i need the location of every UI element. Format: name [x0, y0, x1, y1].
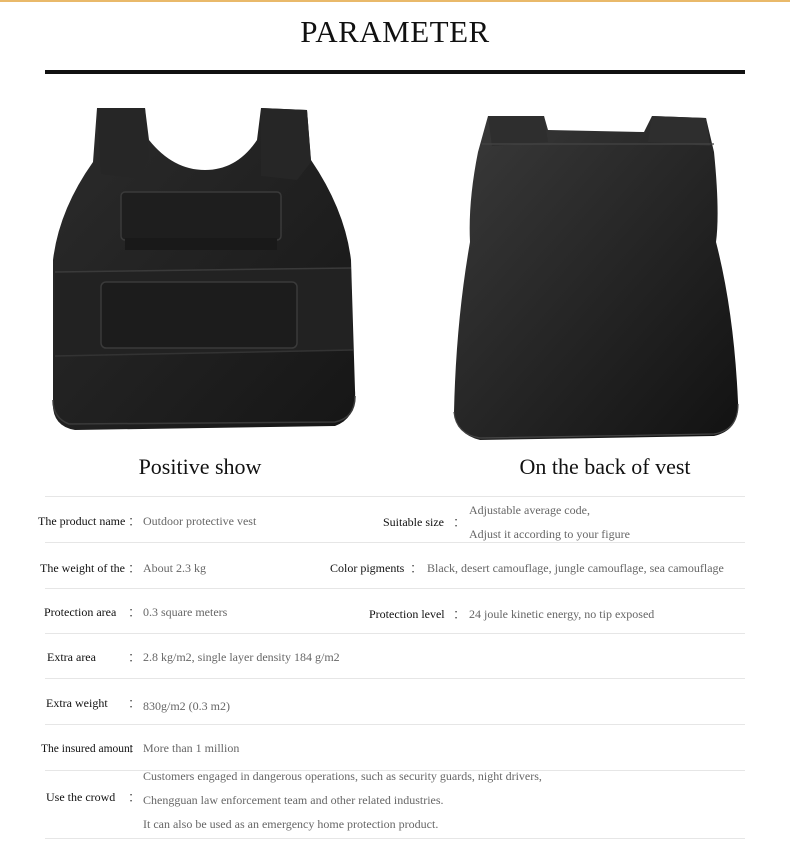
color-pigments-value: Black, desert camouflage, jungle camouflage, sea camouflage [427, 561, 724, 575]
weight-label: The weight of the [40, 561, 125, 575]
vest-back-icon [452, 112, 742, 444]
suitable-size-value-2: Adjust it according to your figure [469, 527, 630, 541]
colon-separator [128, 792, 134, 804]
colon-separator [453, 609, 459, 621]
back-caption: On the back of vest [519, 454, 691, 479]
title-underline [45, 70, 745, 74]
color-pigments-label: Color pigments [330, 561, 405, 575]
colon-separator [128, 516, 134, 528]
use-crowd-label: Use the crowd [46, 790, 116, 804]
extra-area-value: 2.8 kg/m2, single layer density 184 g/m2 [143, 650, 340, 664]
protection-level-label: Protection level [369, 607, 445, 621]
colon-separator [128, 607, 134, 619]
product-name-value: Outdoor protective vest [143, 514, 257, 528]
use-crowd-line-2: Chengguan law enforcement team and other related industries. [143, 793, 444, 807]
row-separator [45, 678, 745, 679]
row-separator [45, 542, 745, 543]
protection-area-value: 0.3 square meters [143, 605, 228, 619]
use-crowd-line-1: Customers engaged in dangerous operations, such as security guards, night drivers, [143, 769, 542, 783]
insured-amount-value: More than 1 million [143, 741, 240, 755]
colon-separator [410, 563, 416, 575]
extra-weight-label: Extra weight [46, 696, 108, 710]
row-separator [45, 496, 745, 497]
protection-level-value: 24 joule kinetic energy, no tip exposed [469, 607, 655, 621]
colon-separator [128, 652, 134, 664]
weight-value: About 2.3 kg [143, 561, 206, 575]
page-title: PARAMETER [300, 14, 490, 49]
vest-front-icon [45, 100, 365, 440]
suitable-size-value-1: Adjustable average code, [469, 503, 590, 517]
extra-area-label: Extra area [47, 650, 96, 664]
colon-separator [128, 743, 134, 755]
protection-area-label: Protection area [44, 605, 117, 619]
extra-weight-value: 830g/m2 (0.3 m2) [143, 699, 230, 713]
top-accent-line [0, 0, 790, 2]
row-separator [45, 588, 745, 589]
row-separator [45, 724, 745, 725]
product-name-label: The product name [38, 514, 126, 528]
insured-amount-label: The insured amount [41, 743, 133, 755]
suitable-size-label: Suitable size [383, 515, 444, 529]
row-separator [45, 633, 745, 634]
colon-separator [453, 517, 459, 529]
row-separator [45, 838, 745, 839]
colon-separator [128, 698, 134, 710]
colon-separator [128, 563, 134, 575]
use-crowd-line-3: It can also be used as an emergency home protection product. [143, 817, 439, 831]
front-caption: Positive show [138, 454, 262, 479]
